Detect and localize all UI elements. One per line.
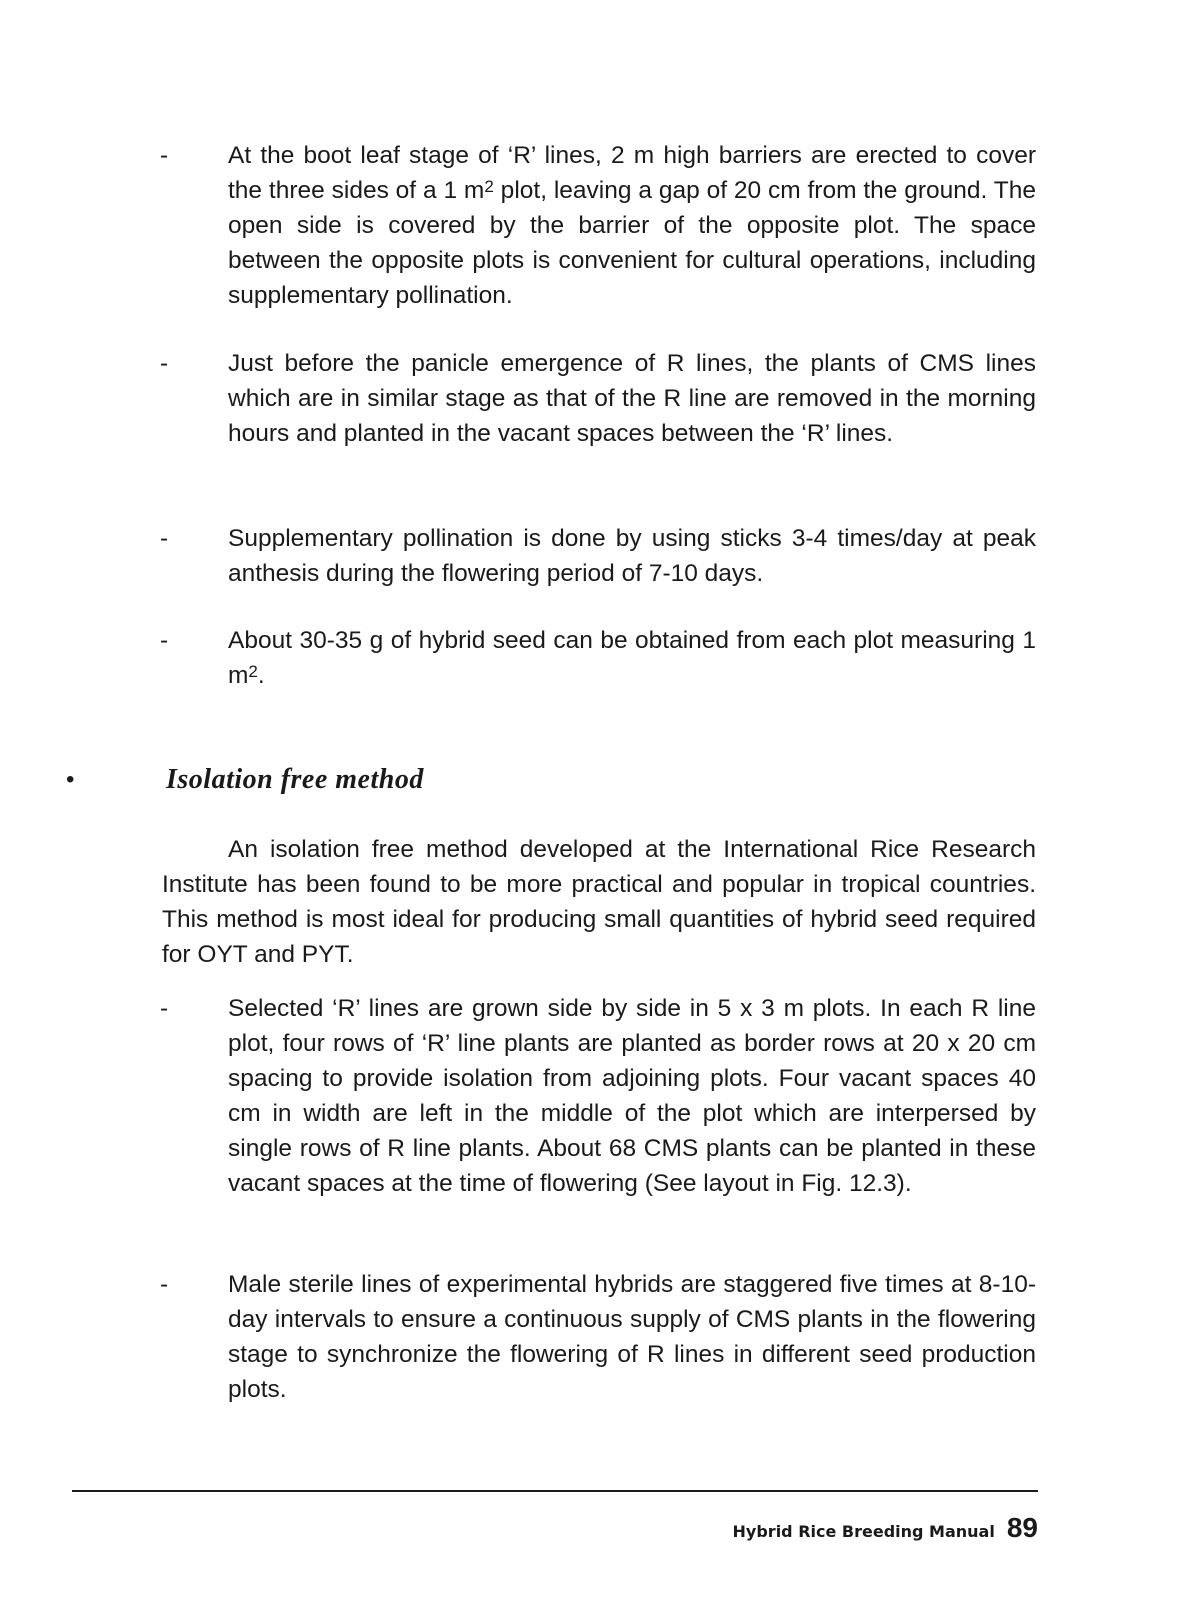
section-heading (66, 760, 766, 800)
superscript: 2 (484, 177, 494, 196)
footer-rule (72, 1490, 1038, 1492)
dash-marker: - (160, 995, 169, 1022)
list-item-text: Male sterile lines of experimental hybrids are staggered five times at 8-10-day intervals to ensure a continuous supply of CMS plants in the flowering stage to synchronize the flowering of R lines in different seed production plots. (228, 1271, 1036, 1403)
bullet-marker: • (66, 766, 75, 793)
dash-marker: - (160, 142, 169, 169)
section-title: Isolation free method (166, 764, 424, 795)
page-footer (733, 1512, 1038, 1552)
superscript: 2 (248, 662, 258, 681)
list-item-text: At the boot leaf stage of ‘R’ lines, 2 m high barriers are erected to cover the three sides of a 1 $m^2$ plot, leaving a gap of 20 cm from the ground. The open side is covered by the barrier of the opposite plot. The space between the opposite plots is convenient for cultural operations, including supplementary pollination. (228, 142, 1037, 309)
footer-book-title: Hybrid Rice Breeding Manual (732, 1522, 995, 1541)
dash-marker: - (160, 525, 169, 552)
list-item-text: Selected ‘R’ lines are grown side by side in 5 x 3 m plots. In each R line plot, four rows of ‘R’ line plants are planted as border rows at 20 x 20 cm spacing to provide isolation from adjoining plots. Four vacant spaces 40 cm in width are left in the middle of the plot which are interpersed by single rows of R line plants. About 68 CMS plants can be planted in these vacant spaces at the time of flowering (See layout in Fig. 12.3). (228, 995, 1036, 1197)
dash-marker: - (160, 627, 169, 654)
list-item-text: About 30-35 g of hybrid seed can be obtained from each plot measuring 1 $m^2$. (228, 627, 1036, 689)
section-paragraph: An isolation free method developed at the International Rice Research Institute has been found to be more practical and popular in tropical countries. This method is most ideal for producing small quantities of hybrid seed required for OYT and PYT. (162, 836, 1036, 968)
page-number: 89 (1006, 1512, 1038, 1543)
list-item-text: Supplementary pollination is done by using sticks 3-4 times/day at peak anthesis during the flowering period of 7-10 days. (228, 525, 1036, 587)
dash-marker: - (160, 1271, 169, 1298)
dash-marker: - (160, 350, 169, 377)
list-item-text: Just before the panicle emergence of R lines, the plants of CMS lines which are in similar stage as that of the R line are removed in the morning hours and planted in the vacant spaces between the ‘R’ lines. (228, 350, 1036, 447)
